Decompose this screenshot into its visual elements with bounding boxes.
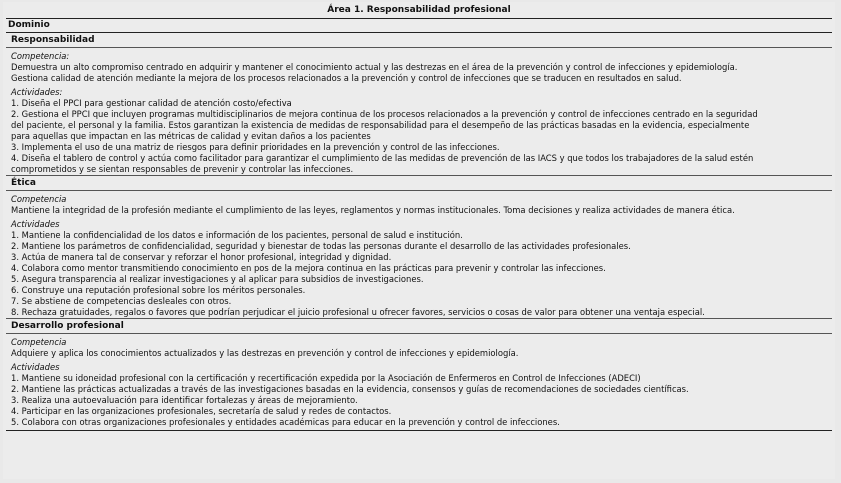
actividad-line: 5. Asegura transparencia al realizar investigaciones y al aplicar para subsidios de investigaciones. — [11, 274, 424, 284]
actividad-line: 1. Mantiene la confidencialidad de los datos e información de los pacientes, personal de salud e institución. — [11, 230, 463, 240]
actividad-line: 2. Mantiene las prácticas actualizadas a través de las investigaciones basadas en la evidencia, consensos y guías de recomendaciones de sociedades científicas. — [11, 384, 689, 394]
section-title: Ética — [11, 178, 36, 188]
section-title-rule — [6, 333, 832, 334]
section-body — [3, 337, 835, 428]
document-table — [3, 2, 835, 479]
competencia-label: Competencia — [11, 194, 67, 204]
domain-column-header: Dominio — [8, 20, 50, 30]
actividades-label: Actividades: — [11, 87, 63, 97]
section-title-rule — [6, 190, 832, 191]
actividad-line: 3. Realiza una autoevaluación para identificar fortalezas y áreas de mejoramiento. — [11, 395, 358, 405]
actividad-line: 8. Rechaza gratuidades, regalos o favores que podrían perjudicar el juicio profesional u ofrecer favores, servicios o cosas de valor para obtener una ventaja especial. — [11, 307, 705, 317]
section-title: Responsabilidad — [11, 35, 95, 45]
actividad-line: 7. Se abstiene de competencias desleales con otros. — [11, 296, 232, 306]
actividades-label: Actividades — [11, 219, 60, 229]
actividades-label: Actividades — [11, 362, 60, 372]
sections-container — [3, 34, 835, 428]
competencia-line: Gestiona calidad de atención mediante la mejora de los procesos relacionados a la prevención y control de infecciones que se traducen en resultados en salud. — [11, 73, 682, 83]
actividad-line: 4. Participar en las organizaciones profesionales, secretaría de salud y redes de contactos. — [11, 406, 392, 416]
competencia-line: Demuestra un alto compromiso centrado en adquirir y mantener el conocimiento actual y las destrezas en el área de la prevención y control de infecciones y epidemiología. — [11, 62, 738, 72]
actividad-line: 6. Construye una reputación profesional sobre los méritos personales. — [11, 285, 306, 295]
actividad-line: 1. Mantiene su idoneidad profesional con la certificación y recertificación expedida por la Asociación de Enfermeros en Control de Infecciones (ADECI) — [11, 373, 641, 383]
actividad-line: 2. Gestiona el PPCI que incluyen programas multidisciplinarios de mejora continua de los procesos relacionados a la prevención y control de infecciones centrado en la seguridad — [11, 109, 758, 119]
actividad-line: comprometidos y se sientan responsables de prevenir y controlar las infecciones. — [11, 164, 354, 174]
section-title-rule — [6, 47, 832, 48]
bottom-rule — [6, 430, 832, 431]
actividad-line: para aquellas que impactan en las métricas de calidad y evitan daños a los pacientes — [11, 131, 371, 141]
section-body — [3, 194, 835, 318]
actividad-line: 5. Colabora con otras organizaciones profesionales y entidades académicas para educar en la prevención y control de infecciones. — [11, 417, 560, 427]
section-divider — [6, 318, 832, 319]
section-title: Desarrollo profesional — [11, 321, 124, 331]
actividad-line: 2. Mantiene los parámetros de confidencialidad, seguridad y bienestar de todas las personas durante el desarrollo de las actividades profesionales. — [11, 241, 631, 251]
competencia-label: Competencia — [11, 337, 67, 347]
actividad-line: 3. Implementa el uso de una matriz de riesgos para definir prioridades en la prevención y control de las infecciones. — [11, 142, 500, 152]
actividad-line: 1. Diseña el PPCI para gestionar calidad de atención costo/efectiva — [11, 98, 292, 108]
header-rule — [6, 32, 832, 33]
section-divider — [6, 175, 832, 176]
section-body — [3, 51, 835, 175]
actividad-line: 4. Diseña el tablero de control y actúa como facilitador para garantizar el cumplimiento de las medidas de prevención de las IACS y que todos los trabajadores de la salud estén — [11, 153, 754, 163]
actividad-line: del paciente, el personal y la familia. Estos garantizan la existencia de medidas de responsabilidad para el desempeño de las prácticas basadas en la evidencia, especialmente — [11, 120, 750, 130]
competencia-label: Competencia: — [11, 51, 70, 61]
actividad-line: 4. Colabora como mentor transmitiendo conocimiento en pos de la mejora continua en las prácticas para prevenir y controlar las infecciones. — [11, 263, 606, 273]
table-title: Área 1. Responsabilidad profesional — [327, 5, 511, 15]
competencia-line: Mantiene la integridad de la profesión mediante el cumplimiento de las leyes, reglamentos y normas institucionales. Toma decisiones y realiza actividades de manera ética. — [11, 205, 735, 215]
actividad-line: 3. Actúa de manera tal de conservar y reforzar el honor profesional, integridad y dignidad. — [11, 252, 392, 262]
competencia-line: Adquiere y aplica los conocimientos actualizados y las destrezas en prevención y control de infecciones y epidemiología. — [11, 348, 519, 358]
